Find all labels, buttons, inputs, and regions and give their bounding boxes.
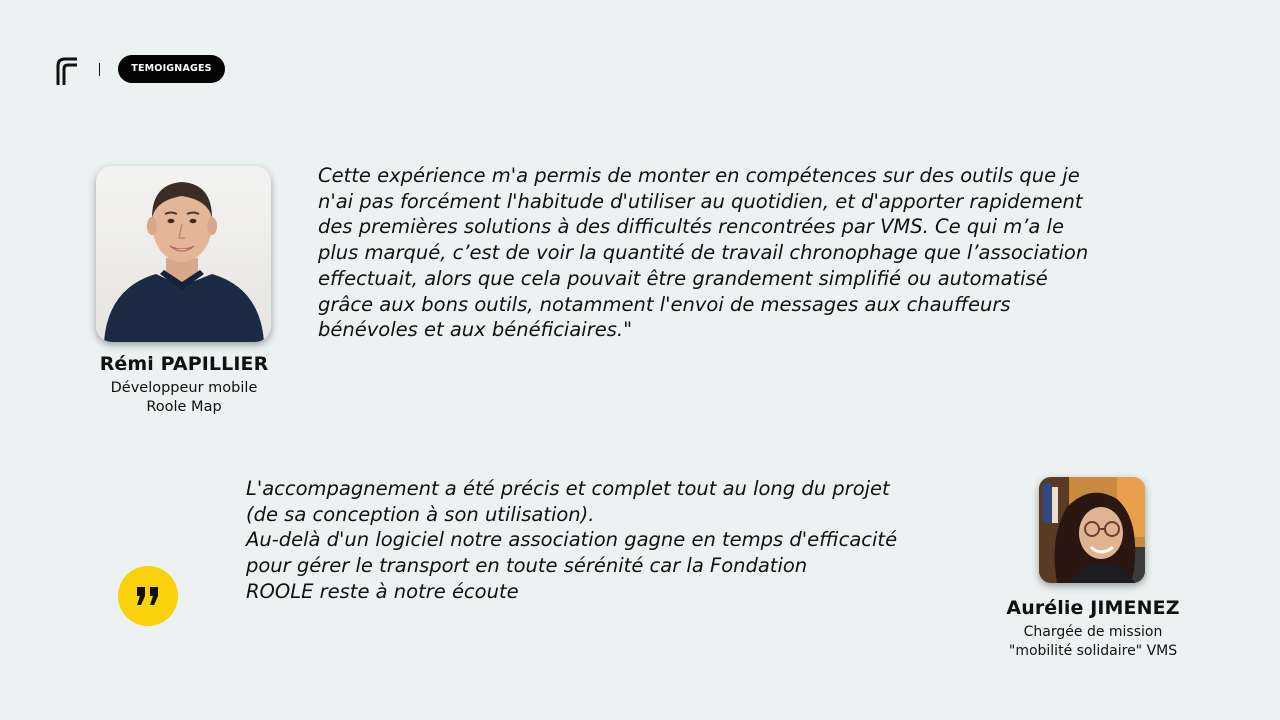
section-badge: TEMOIGNAGES bbox=[118, 55, 225, 83]
roole-logo-icon bbox=[55, 56, 79, 86]
testimonial-quote-aurelie: L'accompagnement a été précis et complet tout au long du projet (de sa conception à son utilisation). Au-delà d'un logiciel notre association gagne en temps d'efficacité pour gérer le transport en toute sérénité car la Fondation ROOLE reste à notre écoute bbox=[246, 477, 898, 603]
header-divider bbox=[99, 63, 100, 76]
person-organization: "mobilité solidaire" VMS bbox=[1008, 643, 1178, 659]
person-role: Développeur mobile bbox=[110, 380, 258, 396]
person-name: Aurélie JIMENEZ bbox=[1006, 597, 1180, 619]
avatar-remi-photo bbox=[96, 166, 271, 342]
avatar-aurelie-photo bbox=[1039, 477, 1145, 583]
person-name: Rémi PAPILLIER bbox=[99, 353, 269, 375]
person-info-aurelie bbox=[983, 597, 1203, 661]
testimonial-quote-remi: Cette expérience m'a permis de monter en compétences sur des outils que je n'ai pas forcément l'habitude d'utiliser au quotidien, et d'apporter rapidement des premières solutions à des difficultés rencontrées par VMS. Ce qui m’a le plus marqué, c’est de voir la quantité de travail chronophage que l’association effectuait, alors que cela pouvait être grandement simplifié ou automatisé grâce aux bons outils, notamment l'envoi de messages aux chauffeurs bénévoles et aux bénéficiaires." bbox=[318, 164, 1089, 342]
person-role: Chargée de mission bbox=[1023, 624, 1163, 640]
quote-mark-icon bbox=[118, 566, 178, 626]
person-company: Roole Map bbox=[146, 399, 222, 415]
person-info-remi bbox=[84, 353, 284, 417]
